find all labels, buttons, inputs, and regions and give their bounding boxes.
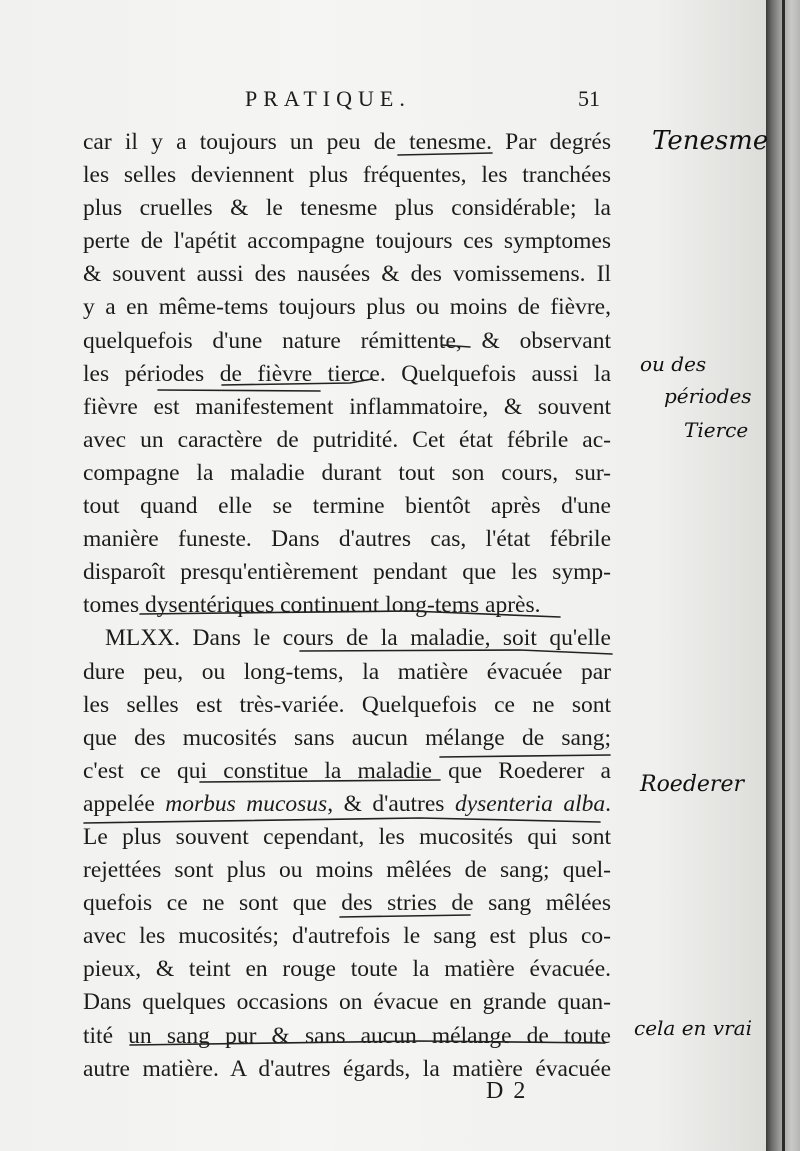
text-line: compagne la maladie durant tout son cours, sur- [83,459,611,486]
text-line: pieux, & teint en rouge toute la matière évacuée. [83,956,611,983]
text-line: autre matière. A d'autres égards, la matière évacuée [83,1055,611,1082]
text-line: les selles est très-variée. Quelquefois ce ne sont [83,691,611,718]
text-line: disparoît presqu'entièrement pendant que les symp- [83,559,611,586]
text-line: plus cruelles & le tenesme plus considérable; la [83,195,611,222]
margin-note-roederer: Roederer [640,772,744,797]
text-line: car il y a toujours un peu de tenesme. Par degrés [83,129,611,155]
underline-remittente [442,345,470,347]
text-line: les périodes de fièvre tierce. Quelquefois aussi la [83,360,611,387]
text-line: tité un sang pur & sans aucun mélange de toute [83,1022,611,1049]
margin-note-periodes: périodes [664,384,752,408]
text-line: y a en même-tems toujours plus ou moins de fièvre, [83,294,611,321]
text-line: que des mucosités sans aucun mélange de sang; [83,724,611,751]
text-line: avec un caractère de putridité. Cet état fébrile ac- [83,426,611,453]
text-line: Dans quelques occasions on évacue en grande quan- [83,989,611,1016]
paragraph-start-line: MLXX. Dans le cours de la maladie, soit qu'elle [105,625,611,652]
underline-dysenteria-alba [84,818,600,823]
underline-dysenteriques [140,611,560,617]
text-line: avec les mucosités; d'autrefois le sang est plus co- [83,923,611,950]
running-head-title: PRATIQUE. [245,86,411,111]
text-line: perte de l'apétit accompagne toujours ces symptomes [83,228,611,255]
underline-tenesme [398,153,492,155]
text-line: fièvre est manifestement inflammatoire, & souvent [83,393,611,420]
text-line: tout quand elle se termine bientôt après d'une [83,493,611,520]
text-line: dure peu, ou long-tems, la matière évacuée par [83,658,611,685]
underline-constitue [200,780,440,782]
text-line: quelquefois d'une nature rémittente, & observant [83,327,611,354]
latin-term: dysenteria alba [454,790,606,817]
margin-note-ou-des: ou des [640,352,707,376]
text-line: manière funeste. Dans d'autres cas, l'état fébrile [83,526,611,553]
margin-note-tenesme: Tenesme [652,126,769,156]
underline-maladie [300,650,612,654]
margin-note-tierce: Tierce [684,418,749,442]
margin-note-cela-en-vrai: cela en vrai [634,1016,752,1040]
page-number: 51 [578,86,600,111]
text-line: Le plus souvent cependant, les mucosités qui sont [83,823,611,850]
underline-stries [340,915,470,917]
signature-mark: D 2 [486,1078,528,1104]
text-line: quefois ce ne sont que des stries de sang mêlées [83,890,611,917]
underline-periodes [158,390,320,391]
text-line: c'est ce qui constitue la maladie que Roederer a [83,757,611,784]
underline-sang-pur [130,1041,605,1045]
text-line: & souvent aussi des nausées & des vomissemens. Il [83,261,611,288]
latin-term: morbus mucosus [165,790,328,817]
text-line: les selles deviennent plus fréquentes, les tranchées [83,162,611,189]
text-line: tomes dysentériques continuent long-tems après. [83,592,541,619]
underline-roederer [440,755,610,757]
text-line: rejettées sont plus ou moins mêlées de sang; quel- [83,857,611,884]
text-line-italic-terms: appelée morbus mucosus, & d'autres dysenteria alba. [83,790,611,817]
underline-fievre-tierce [222,379,372,385]
